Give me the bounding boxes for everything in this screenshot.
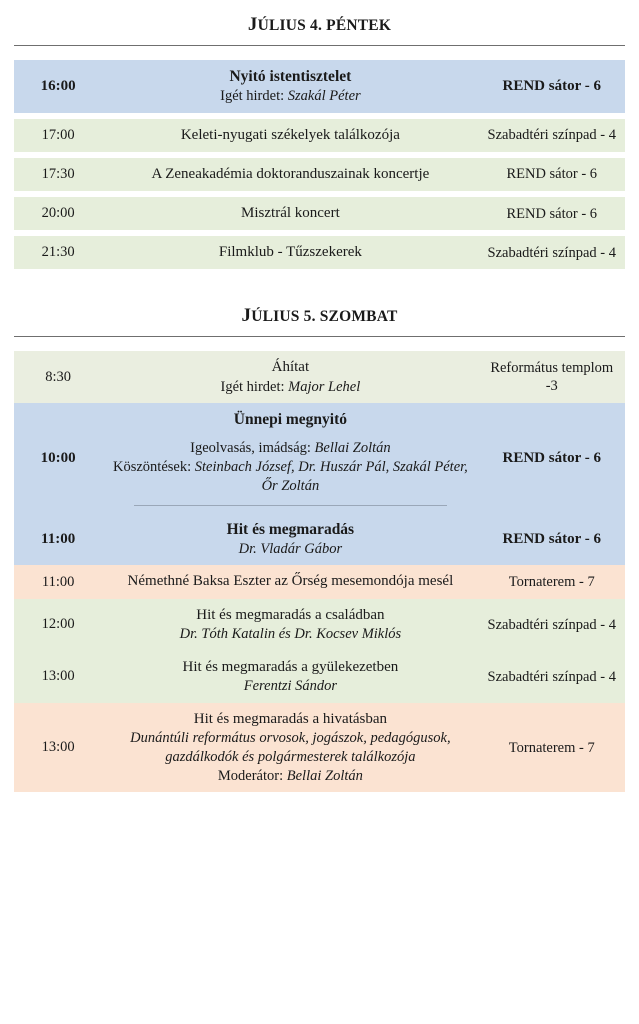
table-row bbox=[14, 351, 625, 403]
row-time-cell bbox=[14, 403, 102, 512]
row-time-cell bbox=[14, 351, 102, 403]
row-time-cell bbox=[14, 158, 102, 191]
row-main-cell bbox=[102, 236, 478, 269]
row-subtitle-label: Igét hirdet: bbox=[220, 378, 289, 395]
row-title: Misztrál koncert bbox=[241, 205, 340, 222]
row-place-cell bbox=[479, 403, 626, 512]
row-extra bbox=[108, 767, 472, 786]
row-time: 13:00 bbox=[41, 739, 75, 756]
row-line-label: Köszöntések: bbox=[112, 459, 195, 476]
row-line bbox=[108, 439, 472, 458]
day-header-saturday-initial: J bbox=[241, 305, 252, 327]
row-main-cell bbox=[102, 651, 478, 703]
row-place: Szabadtéri színpad - 4 bbox=[487, 668, 616, 685]
row-title: Áhítat bbox=[271, 359, 310, 376]
row-title: Hit és megmaradás a családban bbox=[196, 606, 385, 623]
row-time: 13:00 bbox=[41, 668, 75, 685]
row-subtitle bbox=[108, 378, 472, 397]
schedule-table-saturday bbox=[14, 351, 625, 792]
day-header-friday-rest: ÚLIUS 4. PÉNTEK bbox=[257, 17, 392, 34]
row-time-cell bbox=[14, 119, 102, 152]
row-place: REND sátor - 6 bbox=[506, 205, 598, 222]
row-place: REND sátor - 6 bbox=[506, 166, 598, 183]
table-row bbox=[14, 119, 625, 152]
row-subtitle-value: Dr. Vladár Gábor bbox=[238, 540, 343, 557]
row-extra-value: Bellai Zoltán bbox=[286, 767, 363, 784]
row-line-label: Igeolvasás, imádság: bbox=[190, 440, 315, 457]
row-line bbox=[108, 458, 472, 496]
row-place-cell bbox=[479, 197, 626, 230]
row-title: Nyitó istentisztelet bbox=[229, 68, 352, 85]
row-subtitle-value: Major Lehel bbox=[288, 378, 361, 395]
row-main-cell bbox=[102, 197, 478, 230]
row-time: 11:00 bbox=[41, 573, 75, 590]
row-time: 11:00 bbox=[41, 530, 76, 547]
day-header-friday-initial: J bbox=[247, 14, 258, 35]
row-place-cell bbox=[479, 599, 626, 651]
row-time-cell bbox=[14, 703, 102, 793]
row-place-cell bbox=[479, 60, 626, 113]
row-line-value: Steinbach József, Dr. Huszár Pál, Szakál Péter, Őr Zoltán bbox=[194, 459, 468, 494]
row-title: Hit és megmaradás a gyülekezetben bbox=[182, 658, 399, 675]
row-place: Szabadtéri színpad - 4 bbox=[487, 127, 616, 144]
row-time: 21:30 bbox=[41, 244, 75, 261]
row-subtitle-label: Igét hirdet: bbox=[220, 87, 288, 104]
day-header-saturday bbox=[14, 291, 625, 337]
row-time: 17:30 bbox=[41, 165, 75, 182]
row-main-cell bbox=[102, 60, 478, 113]
row-place-cell bbox=[479, 703, 626, 793]
row-place: Tornaterem - 7 bbox=[508, 574, 595, 591]
row-time: 20:00 bbox=[41, 205, 75, 222]
inner-gap bbox=[108, 430, 472, 439]
row-time: 8:30 bbox=[45, 368, 72, 385]
table-row bbox=[14, 565, 625, 598]
table-row bbox=[14, 60, 625, 113]
row-place: REND sátor - 6 bbox=[502, 449, 601, 466]
table-row bbox=[14, 703, 625, 793]
row-place-cell bbox=[479, 651, 626, 703]
row-place: Tornaterem - 7 bbox=[508, 739, 595, 756]
row-place: REND sátor - 6 bbox=[502, 530, 601, 547]
row-time-cell bbox=[14, 599, 102, 651]
row-place: Szabadtéri színpad - 4 bbox=[487, 244, 616, 261]
row-time: 10:00 bbox=[40, 449, 76, 466]
table-row bbox=[14, 197, 625, 230]
row-time: 17:00 bbox=[41, 126, 75, 143]
row-title: Ünnepi megnyitó bbox=[233, 411, 348, 429]
row-main-cell bbox=[102, 703, 478, 793]
schedule-table-friday bbox=[14, 60, 625, 269]
row-place-cell bbox=[479, 236, 626, 269]
row-time: 16:00 bbox=[40, 77, 76, 94]
row-place-cell bbox=[479, 565, 626, 598]
row-subtitle-value: Szakál Péter bbox=[287, 87, 361, 104]
row-main-cell bbox=[102, 513, 478, 566]
row-subtitle-value: Ferentzi Sándor bbox=[243, 677, 338, 694]
table-row bbox=[14, 513, 625, 566]
day-header-friday bbox=[14, 0, 625, 46]
row-place: Szabadtéri színpad - 4 bbox=[487, 616, 616, 633]
section-divider bbox=[134, 505, 446, 506]
row-extra-label: Moderátor: bbox=[217, 767, 287, 784]
row-main-cell bbox=[102, 158, 478, 191]
row-title: Hit és megmaradás a hivatásban bbox=[193, 710, 388, 727]
table-row bbox=[14, 236, 625, 269]
table-row bbox=[14, 651, 625, 703]
row-title: A Zeneakadémia doktoranduszainak koncertje bbox=[151, 165, 430, 182]
row-subtitle-value: Dunántúli református orvosok, jogászok, pedagógusok, gazdálkodók és polgármesterek találkozója bbox=[130, 729, 451, 765]
row-main-cell bbox=[102, 565, 478, 598]
row-main-cell bbox=[102, 119, 478, 152]
row-main-cell bbox=[102, 403, 478, 512]
section-gap bbox=[14, 269, 625, 291]
row-line-value: Bellai Zoltán bbox=[314, 440, 391, 457]
row-subtitle-value: Dr. Tóth Katalin és Dr. Kocsev Miklós bbox=[179, 625, 402, 642]
row-title: Keleti-nyugati székelyek találkozója bbox=[180, 126, 400, 143]
row-main-cell bbox=[102, 599, 478, 651]
row-place: REND sátor - 6 bbox=[502, 77, 601, 94]
row-time-cell bbox=[14, 651, 102, 703]
table-row bbox=[14, 403, 625, 512]
row-subtitle bbox=[108, 87, 472, 106]
row-time-cell bbox=[14, 236, 102, 269]
table-row bbox=[14, 599, 625, 651]
day-header-saturday-rest: ÚLIUS 5. SZOMBAT bbox=[251, 308, 398, 326]
row-time-cell bbox=[14, 513, 102, 566]
row-place-cell bbox=[479, 158, 626, 191]
row-place: Református templom -3 bbox=[490, 360, 614, 395]
row-time: 12:00 bbox=[41, 616, 75, 633]
row-place-cell bbox=[479, 351, 626, 403]
row-title: Némethné Baksa Eszter az Őrség mesemondója mesél bbox=[127, 573, 454, 590]
row-main-cell bbox=[102, 351, 478, 403]
row-place-cell bbox=[479, 119, 626, 152]
row-time-cell bbox=[14, 60, 102, 113]
row-title: Filmklub - Tűzszekerek bbox=[218, 244, 362, 261]
row-title: Hit és megmaradás bbox=[226, 520, 355, 538]
row-time-cell bbox=[14, 565, 102, 598]
row-place-cell bbox=[479, 513, 626, 566]
table-row bbox=[14, 158, 625, 191]
row-time-cell bbox=[14, 197, 102, 230]
